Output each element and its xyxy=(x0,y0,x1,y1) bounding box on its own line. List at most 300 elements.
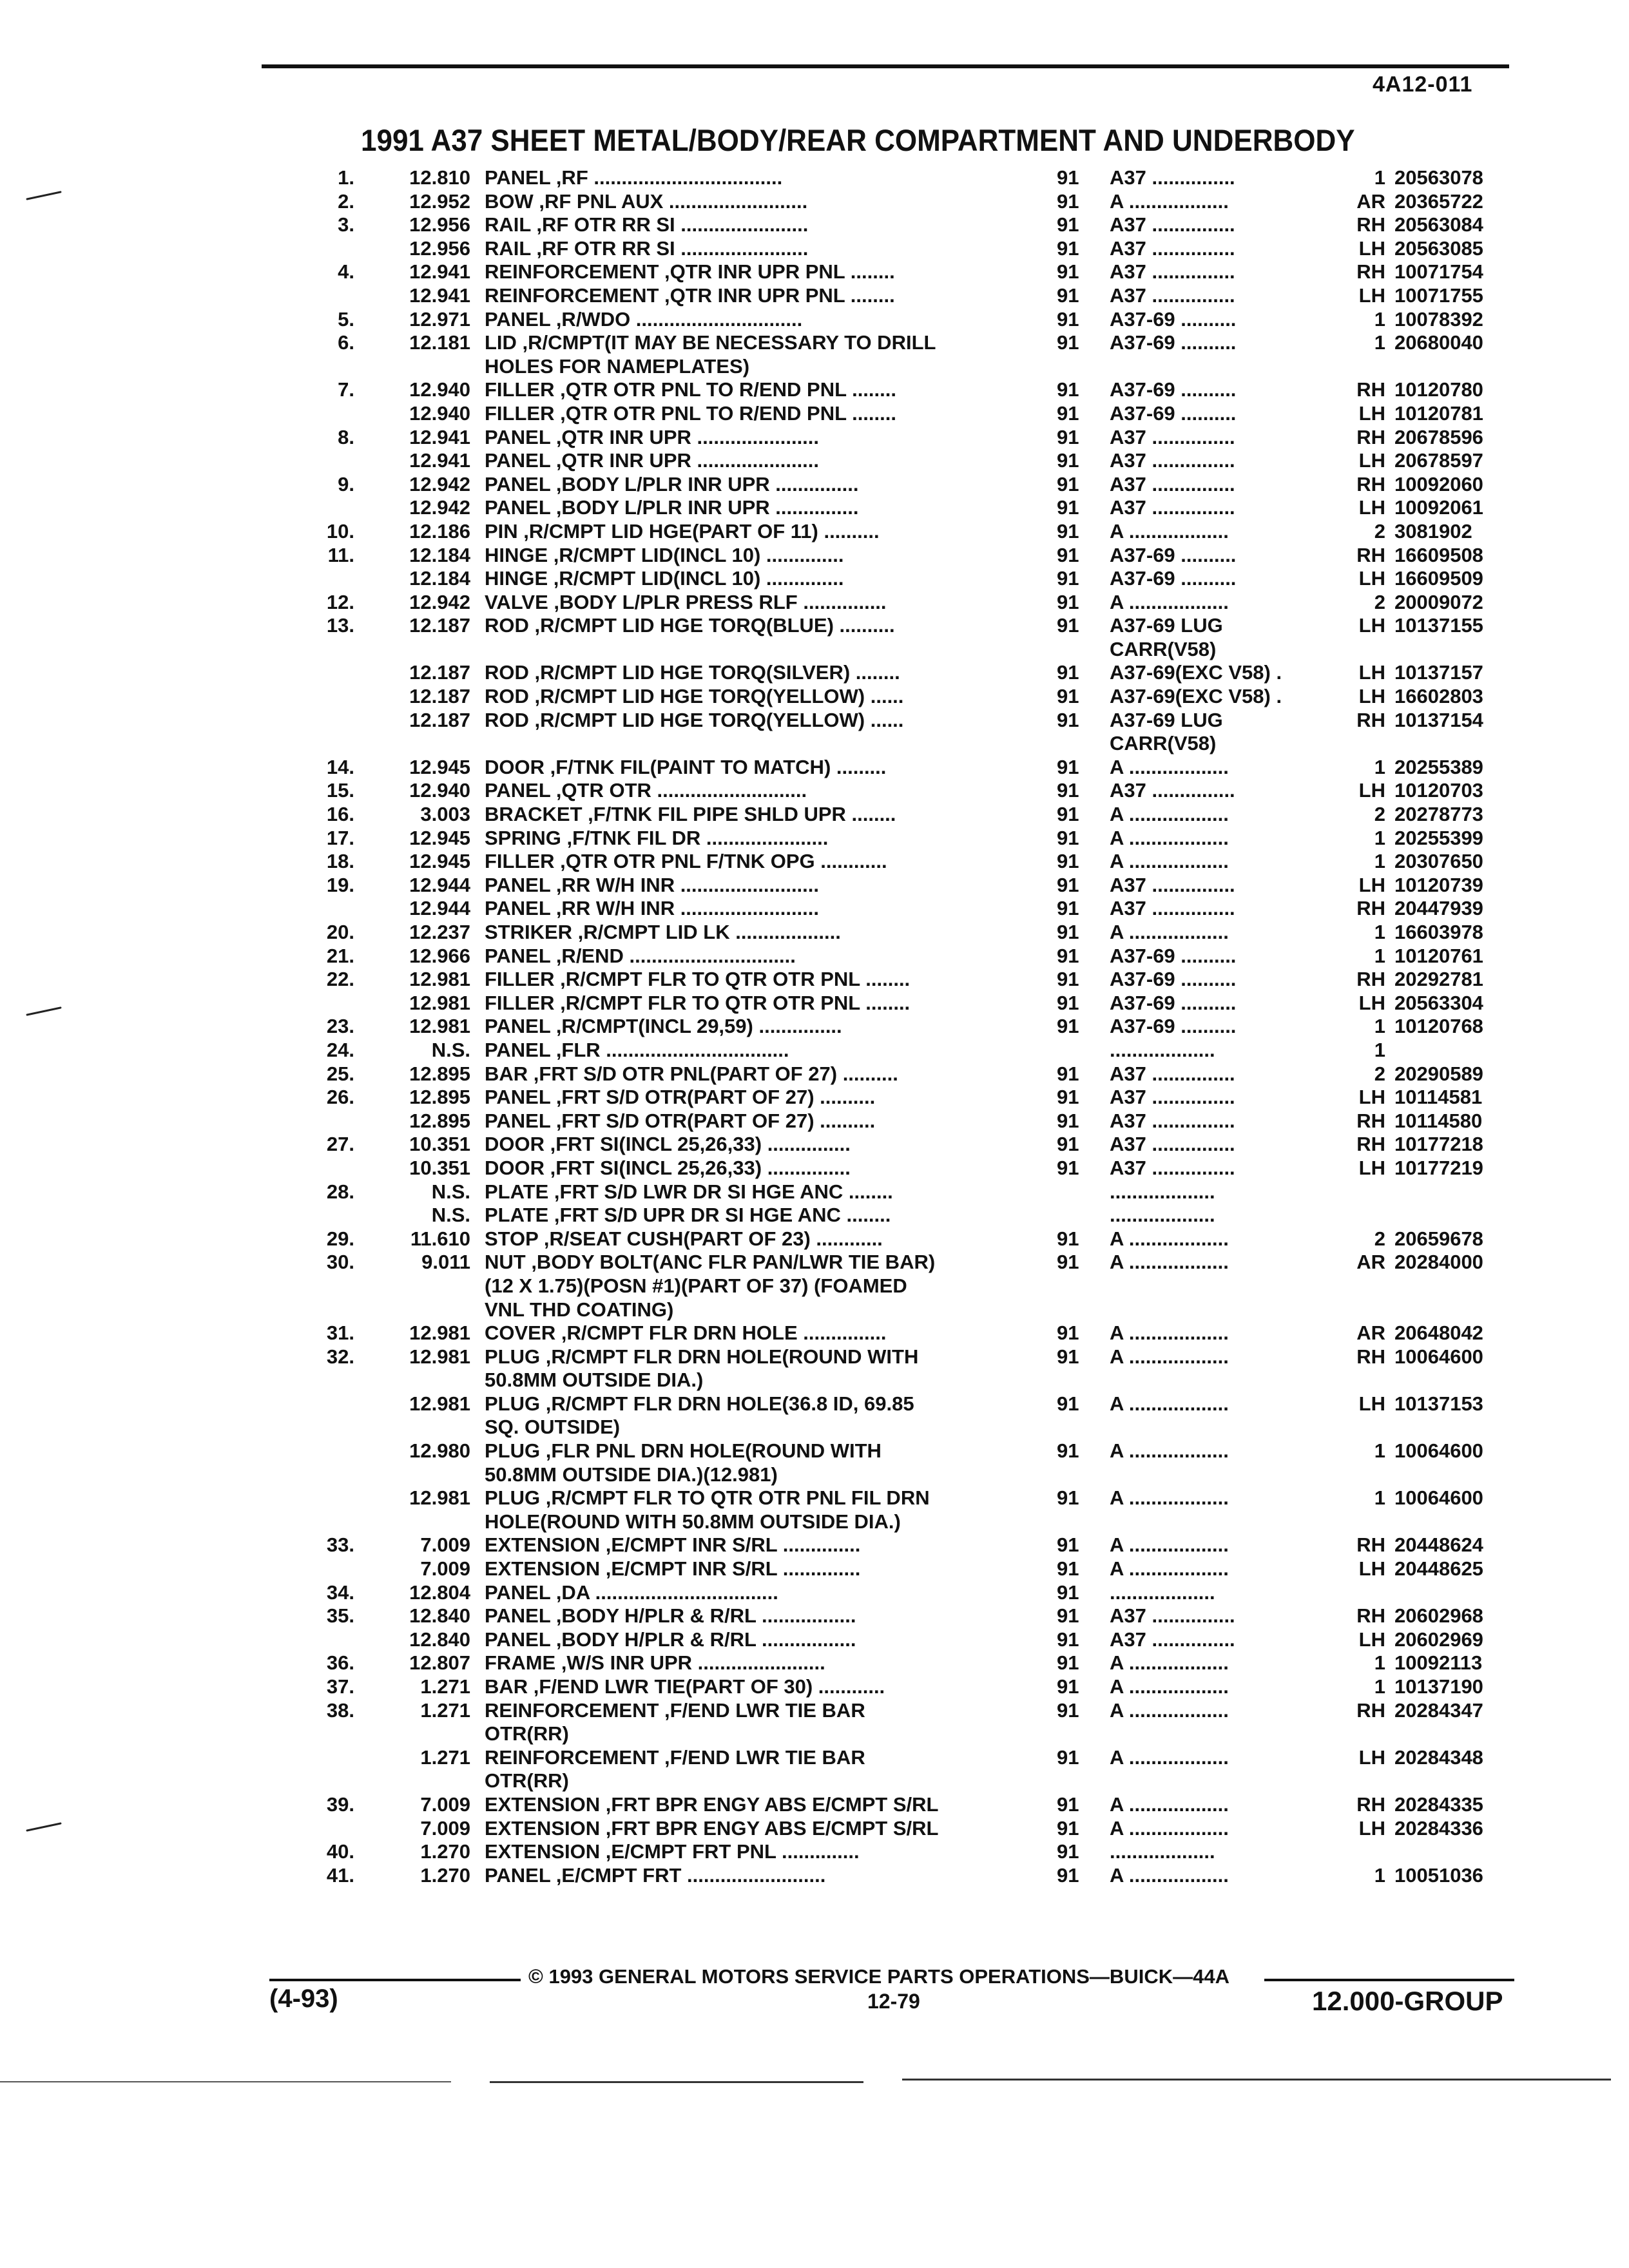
item-number: 38. xyxy=(326,1698,354,1722)
description: DOOR ,FRT SI(INCL 25,26,33) ............... xyxy=(485,1133,851,1156)
table-row xyxy=(0,1604,1629,1628)
scan-line xyxy=(490,2081,863,2083)
model: A37-69 .......... xyxy=(1110,567,1237,590)
part-number: 10120781 xyxy=(1394,401,1483,425)
model: A37 ............... xyxy=(1110,1604,1235,1628)
year: 91 xyxy=(1057,1227,1079,1250)
model: A .................. xyxy=(1110,826,1229,849)
year: 91 xyxy=(1057,567,1079,590)
table-row xyxy=(0,779,1629,803)
description: RAIL ,RF OTR RR SI ....................... xyxy=(485,236,809,260)
model: A .................. xyxy=(1110,755,1229,778)
part-number: 20659678 xyxy=(1394,1227,1483,1250)
table-row xyxy=(0,803,1629,827)
year: 91 xyxy=(1057,543,1079,566)
table-row xyxy=(0,190,1629,214)
model: A37-69 LUG xyxy=(1110,614,1223,637)
model: A37-69(EXC V58) . xyxy=(1110,661,1282,684)
year: 91 xyxy=(1057,850,1079,873)
group-number: 1.271 xyxy=(420,1675,470,1698)
quantity-side: RH xyxy=(1356,897,1385,920)
description: PANEL ,E/CMPT FRT ......................... xyxy=(485,1863,826,1887)
group-number: 12.187 xyxy=(409,614,470,637)
part-number: 10137155 xyxy=(1394,614,1483,637)
item-number: 37. xyxy=(326,1675,354,1698)
model: A37 ............... xyxy=(1110,425,1235,448)
part-number: 10064600 xyxy=(1394,1486,1483,1510)
table-row xyxy=(0,874,1629,898)
part-number: 10092060 xyxy=(1394,472,1483,495)
table-row xyxy=(0,331,1629,355)
table-row xyxy=(0,426,1629,450)
footer-rule-left xyxy=(269,1979,521,1981)
description: PANEL ,RF .................................. xyxy=(485,166,783,189)
description: VALVE ,BODY L/PLR PRESS RLF ............... xyxy=(485,590,887,613)
model: A .................. xyxy=(1110,1557,1229,1581)
group-number: 1.271 xyxy=(420,1745,470,1769)
description: EXTENSION ,FRT BPR ENGY ABS E/CMPT S/RL xyxy=(485,1792,939,1816)
table-row xyxy=(0,449,1629,473)
table-row xyxy=(0,968,1629,992)
group-number: 12.895 xyxy=(409,1062,470,1085)
table-row xyxy=(0,567,1629,591)
model: A37 ............... xyxy=(1110,284,1235,307)
footer-date: (4-93) xyxy=(269,1984,338,2013)
part-number: 16603978 xyxy=(1394,921,1483,943)
description: HOLES FOR NAMEPLATES) xyxy=(485,354,750,378)
model: A .................. xyxy=(1110,1321,1229,1345)
year: 91 xyxy=(1057,661,1079,684)
quantity-side: 1 xyxy=(1374,166,1385,189)
table-row xyxy=(0,1722,1629,1746)
group-number: 12.944 xyxy=(409,873,470,896)
group-number: 12.807 xyxy=(409,1651,470,1675)
model: A37-69 .......... xyxy=(1110,401,1237,425)
year: 91 xyxy=(1057,685,1079,708)
year: 91 xyxy=(1057,921,1079,943)
description: FILLER ,QTR OTR PNL F/TNK OPG ............ xyxy=(485,850,887,873)
table-row xyxy=(0,308,1629,332)
item-number: 5. xyxy=(338,307,354,331)
table-row xyxy=(0,709,1629,733)
group-number: 12.940 xyxy=(409,378,470,401)
part-number: 10092061 xyxy=(1394,496,1483,519)
year: 91 xyxy=(1057,1062,1079,1085)
table-row xyxy=(0,1463,1629,1487)
item-number: 24. xyxy=(326,1038,354,1061)
item-number: 35. xyxy=(326,1604,354,1628)
table-row xyxy=(0,1251,1629,1274)
quantity-side: RH xyxy=(1356,1604,1385,1628)
year: 91 xyxy=(1057,425,1079,448)
model: A .................. xyxy=(1110,1698,1229,1722)
part-number: 10114580 xyxy=(1394,1109,1483,1132)
quantity-side: 1 xyxy=(1374,1486,1385,1510)
table-row xyxy=(0,1793,1629,1817)
footer-rule-right xyxy=(1264,1979,1514,1981)
table-row xyxy=(0,473,1629,497)
quantity-side: RH xyxy=(1356,1109,1385,1132)
part-number: 20255399 xyxy=(1394,826,1483,849)
model: A37-69 .......... xyxy=(1110,1015,1237,1038)
part-number: 20563084 xyxy=(1394,213,1483,236)
model: A .................. xyxy=(1110,1745,1229,1769)
description: PLATE ,FRT S/D UPR DR SI HGE ANC ........ xyxy=(485,1204,891,1227)
group-number: 12.981 xyxy=(409,991,470,1014)
model: A .................. xyxy=(1110,1486,1229,1510)
description: STRIKER ,R/CMPT LID LK ................... xyxy=(485,921,841,943)
part-number: 20307650 xyxy=(1394,850,1483,873)
table-row xyxy=(0,1110,1629,1133)
item-number: 23. xyxy=(326,1015,354,1038)
model: A37 ............... xyxy=(1110,1156,1235,1179)
part-number: 20284348 xyxy=(1394,1745,1483,1769)
description: SQ. OUTSIDE) xyxy=(485,1416,621,1439)
table-row xyxy=(0,685,1629,709)
year: 91 xyxy=(1057,213,1079,236)
item-number: 10. xyxy=(326,519,354,543)
item-number: 25. xyxy=(326,1062,354,1085)
quantity-side: 1 xyxy=(1374,1675,1385,1698)
part-number: 10120780 xyxy=(1394,378,1483,401)
year: 91 xyxy=(1057,1486,1079,1510)
part-number: 20365722 xyxy=(1394,189,1483,213)
group-number: N.S. xyxy=(431,1180,470,1203)
model: ................... xyxy=(1110,1581,1215,1604)
year: 91 xyxy=(1057,378,1079,401)
description: PANEL ,BODY L/PLR INR UPR ............... xyxy=(485,496,859,519)
group-number: 12.941 xyxy=(409,260,470,284)
description: PANEL ,BODY H/PLR & R/RL ................. xyxy=(485,1604,856,1628)
description: PANEL ,R/END .............................. xyxy=(485,944,796,967)
model: A37-69 LUG xyxy=(1110,708,1223,731)
group-number: 12.981 xyxy=(409,1486,470,1510)
table-row xyxy=(0,992,1629,1015)
item-number: 31. xyxy=(326,1321,354,1345)
quantity-side: LH xyxy=(1358,401,1385,425)
table-row xyxy=(0,1769,1629,1793)
item-number: 7. xyxy=(338,378,354,401)
part-number: 10177219 xyxy=(1394,1156,1483,1179)
model: A37 ............... xyxy=(1110,472,1235,495)
model: A37 ............... xyxy=(1110,897,1235,920)
item-number: 21. xyxy=(326,944,354,967)
year: 91 xyxy=(1057,1792,1079,1816)
year: 91 xyxy=(1057,1675,1079,1698)
group-number: 12.945 xyxy=(409,826,470,849)
table-row xyxy=(0,1227,1629,1251)
item-number: 40. xyxy=(326,1840,354,1863)
year: 91 xyxy=(1057,755,1079,778)
table-row xyxy=(0,284,1629,308)
description: EXTENSION ,E/CMPT FRT PNL .............. xyxy=(485,1840,860,1863)
description: FILLER ,QTR OTR PNL TO R/END PNL ........ xyxy=(485,378,896,401)
model: A37-69 .......... xyxy=(1110,944,1237,967)
model: A37-69 .......... xyxy=(1110,331,1237,354)
part-number: 20255389 xyxy=(1394,755,1483,778)
group-number: 12.186 xyxy=(409,519,470,543)
item-number: 41. xyxy=(326,1863,354,1887)
description: 50.8MM OUTSIDE DIA.)(12.981) xyxy=(485,1463,778,1486)
part-number: 10078392 xyxy=(1394,307,1483,331)
description: PANEL ,R/WDO .............................. xyxy=(485,307,803,331)
part-number: 20447939 xyxy=(1394,897,1483,920)
description: STOP ,R/SEAT CUSH(PART OF 23) ............ xyxy=(485,1227,883,1250)
quantity-side: RH xyxy=(1356,213,1385,236)
item-number: 19. xyxy=(326,873,354,896)
item-number: 1. xyxy=(338,166,354,189)
table-row xyxy=(0,827,1629,850)
part-number: 20678596 xyxy=(1394,425,1483,448)
quantity-side: AR xyxy=(1356,1321,1385,1345)
model: A .................. xyxy=(1110,1675,1229,1698)
model: A37-69 .......... xyxy=(1110,378,1237,401)
description: REINFORCEMENT ,F/END LWR TIE BAR xyxy=(485,1698,865,1722)
model: A .................. xyxy=(1110,1816,1229,1840)
table-row xyxy=(0,945,1629,968)
description: BOW ,RF PNL AUX ......................... xyxy=(485,189,808,213)
group-number: 12.181 xyxy=(409,331,470,354)
description: PLUG ,R/CMPT FLR TO QTR OTR PNL FIL DRN xyxy=(485,1486,930,1510)
part-number: 20009072 xyxy=(1394,590,1483,613)
model: A .................. xyxy=(1110,1392,1229,1415)
group-number: N.S. xyxy=(431,1038,470,1061)
table-row xyxy=(0,1321,1629,1345)
table-row xyxy=(0,1651,1629,1675)
group-number: 12.945 xyxy=(409,755,470,778)
quantity-side: 1 xyxy=(1374,755,1385,778)
quantity-side: LH xyxy=(1358,873,1385,896)
description: FILLER ,QTR OTR PNL TO R/END PNL ........ xyxy=(485,401,896,425)
group-number: 11.610 xyxy=(410,1227,470,1250)
model: A37 ............... xyxy=(1110,260,1235,284)
quantity-side: 1 xyxy=(1374,850,1385,873)
part-number: 3081902 xyxy=(1394,519,1472,543)
group-number: 12.966 xyxy=(409,944,470,967)
group-number: 12.981 xyxy=(409,1345,470,1368)
year: 91 xyxy=(1057,236,1079,260)
item-number: 12. xyxy=(326,590,354,613)
year: 91 xyxy=(1057,897,1079,920)
description: FILLER ,R/CMPT FLR TO QTR OTR PNL ........ xyxy=(485,991,911,1014)
model: A .................. xyxy=(1110,850,1229,873)
quantity-side: LH xyxy=(1358,567,1385,590)
header-rule xyxy=(262,64,1509,68)
table-row xyxy=(0,378,1629,402)
quantity-side: RH xyxy=(1356,378,1385,401)
description: VNL THD COATING) xyxy=(485,1298,674,1321)
group-number: 12.804 xyxy=(409,1581,470,1604)
table-row xyxy=(0,1298,1629,1322)
description: PANEL ,FRT S/D OTR(PART OF 27) .......... xyxy=(485,1086,876,1109)
description: PLUG ,FLR PNL DRN HOLE(ROUND WITH xyxy=(485,1439,882,1463)
year: 91 xyxy=(1057,472,1079,495)
quantity-side: 1 xyxy=(1374,1863,1385,1887)
group-number: 12.942 xyxy=(409,472,470,495)
description: BRACKET ,F/TNK FIL PIPE SHLD UPR ........ xyxy=(485,803,896,826)
part-number: 10137157 xyxy=(1394,661,1483,684)
quantity-side: RH xyxy=(1356,708,1385,731)
item-number: 26. xyxy=(326,1086,354,1109)
quantity-side: RH xyxy=(1356,543,1385,566)
quantity-side: 2 xyxy=(1374,1062,1385,1085)
part-number: 10177218 xyxy=(1394,1133,1483,1156)
table-row xyxy=(0,1133,1629,1157)
table-row xyxy=(0,1675,1629,1699)
quantity-side: LH xyxy=(1358,449,1385,472)
group-number: 12.971 xyxy=(409,307,470,331)
table-row xyxy=(0,1699,1629,1723)
description: PANEL ,R/CMPT(INCL 29,59) ............... xyxy=(485,1015,842,1038)
item-number: 2. xyxy=(338,189,354,213)
item-number: 36. xyxy=(326,1651,354,1675)
group-number: 10.351 xyxy=(409,1133,470,1156)
part-number: 10120739 xyxy=(1394,873,1483,896)
item-number: 17. xyxy=(326,826,354,849)
item-number: 29. xyxy=(326,1227,354,1250)
table-row xyxy=(0,1817,1629,1841)
quantity-side: LH xyxy=(1358,284,1385,307)
item-number: 4. xyxy=(338,260,354,284)
quantity-side: 1 xyxy=(1374,1439,1385,1463)
page-title: 1991 A37 SHEET METAL/BODY/REAR COMPARTMENT AND UNDERBODY xyxy=(361,124,1355,158)
quantity-side: 1 xyxy=(1374,1015,1385,1038)
parts-table xyxy=(0,166,1629,1887)
description: NUT ,BODY BOLT(ANC FLR PAN/LWR TIE BAR) xyxy=(485,1251,936,1274)
group-number: 7.009 xyxy=(420,1533,470,1557)
year: 91 xyxy=(1057,166,1079,189)
table-row xyxy=(0,638,1629,662)
description: PANEL ,RR W/H INR ......................... xyxy=(485,873,820,896)
part-number: 20448625 xyxy=(1394,1557,1483,1581)
quantity-side: 2 xyxy=(1374,519,1385,543)
group-number: 12.184 xyxy=(409,567,470,590)
item-number: 6. xyxy=(338,331,354,354)
part-number: 20278773 xyxy=(1394,803,1483,826)
table-row xyxy=(0,1204,1629,1227)
table-row xyxy=(0,1864,1629,1888)
model: A .................. xyxy=(1110,803,1229,826)
year: 91 xyxy=(1057,519,1079,543)
part-number: 10137153 xyxy=(1394,1392,1483,1415)
year: 91 xyxy=(1057,826,1079,849)
description: DOOR ,F/TNK FIL(PAINT TO MATCH) ......... xyxy=(485,755,887,778)
year: 91 xyxy=(1057,1015,1079,1038)
table-row xyxy=(0,1180,1629,1204)
page-code: 4A12-011 xyxy=(1373,72,1473,97)
group-number: 12.840 xyxy=(409,1628,470,1651)
part-number: 20284335 xyxy=(1394,1792,1483,1816)
scan-line xyxy=(902,2079,1611,2081)
item-number: 34. xyxy=(326,1581,354,1604)
description: REINFORCEMENT ,QTR INR UPR PNL ........ xyxy=(485,284,895,307)
description: PLUG ,R/CMPT FLR DRN HOLE(36.8 ID, 69.85 xyxy=(485,1392,914,1415)
part-number: 10114581 xyxy=(1394,1086,1483,1109)
model: A37 ............... xyxy=(1110,213,1235,236)
quantity-side: LH xyxy=(1358,1628,1385,1651)
quantity-side: RH xyxy=(1356,260,1385,284)
year: 91 xyxy=(1057,1557,1079,1581)
quantity-side: LH xyxy=(1358,1745,1385,1769)
item-number: 22. xyxy=(326,968,354,991)
footer-group: 12.000-GROUP xyxy=(1312,1986,1503,2016)
model: A37 ............... xyxy=(1110,496,1235,519)
description: PANEL ,BODY H/PLR & R/RL ................. xyxy=(485,1628,856,1651)
group-number: 12.942 xyxy=(409,496,470,519)
table-row xyxy=(0,166,1629,190)
model: A37 ............... xyxy=(1110,873,1235,896)
description: PANEL ,FLR ................................. xyxy=(485,1038,789,1061)
item-number: 14. xyxy=(326,755,354,778)
model: A .................. xyxy=(1110,1792,1229,1816)
quantity-side: 2 xyxy=(1374,1227,1385,1250)
description: EXTENSION ,E/CMPT INR S/RL .............. xyxy=(485,1533,861,1557)
description: PLUG ,R/CMPT FLR DRN HOLE(ROUND WITH xyxy=(485,1345,919,1368)
table-row xyxy=(0,1581,1629,1605)
year: 91 xyxy=(1057,1133,1079,1156)
part-number: 10071755 xyxy=(1394,284,1483,307)
table-row xyxy=(0,1086,1629,1110)
part-number: 10137154 xyxy=(1394,708,1483,731)
group-number: 12.941 xyxy=(409,425,470,448)
model: ................... xyxy=(1110,1204,1215,1227)
footer-page-number: 12-79 xyxy=(867,1990,920,2013)
part-number: 10137190 xyxy=(1394,1675,1483,1698)
description: ROD ,R/CMPT LID HGE TORQ(YELLOW) ...... xyxy=(485,708,904,731)
year: 91 xyxy=(1057,873,1079,896)
table-row xyxy=(0,614,1629,638)
quantity-side: LH xyxy=(1358,1392,1385,1415)
part-number: 20563304 xyxy=(1394,991,1483,1014)
table-row xyxy=(0,591,1629,615)
table-row xyxy=(0,1416,1629,1439)
table-row xyxy=(0,1157,1629,1180)
group-number: 12.981 xyxy=(409,1015,470,1038)
year: 91 xyxy=(1057,803,1079,826)
model: A .................. xyxy=(1110,519,1229,543)
year: 91 xyxy=(1057,1109,1079,1132)
part-number: 20602969 xyxy=(1394,1628,1483,1651)
year: 91 xyxy=(1057,1604,1079,1628)
quantity-side: RH xyxy=(1356,425,1385,448)
model: A37-69(EXC V58) . xyxy=(1110,685,1282,708)
description: PLATE ,FRT S/D LWR DR SI HGE ANC ........ xyxy=(485,1180,893,1203)
table-row xyxy=(0,402,1629,426)
quantity-side: LH xyxy=(1358,1557,1385,1581)
group-number: 12.187 xyxy=(409,685,470,708)
description: PIN ,R/CMPT LID HGE(PART OF 11) .......... xyxy=(485,519,880,543)
table-row xyxy=(0,213,1629,237)
group-number: 12.981 xyxy=(409,1392,470,1415)
year: 91 xyxy=(1057,1439,1079,1463)
part-number: 10092113 xyxy=(1394,1651,1483,1675)
model: A .................. xyxy=(1110,1533,1229,1557)
quantity-side: LH xyxy=(1358,496,1385,519)
item-number: 30. xyxy=(326,1251,354,1274)
quantity-side: LH xyxy=(1358,1816,1385,1840)
group-number: 12.952 xyxy=(409,189,470,213)
part-number: 20602968 xyxy=(1394,1604,1483,1628)
year: 91 xyxy=(1057,1651,1079,1675)
year: 91 xyxy=(1057,1533,1079,1557)
group-number: 12.895 xyxy=(409,1109,470,1132)
part-number: 20290589 xyxy=(1394,1062,1483,1085)
quantity-side: RH xyxy=(1356,472,1385,495)
table-row xyxy=(0,1439,1629,1463)
description: ROD ,R/CMPT LID HGE TORQ(BLUE) .......... xyxy=(485,614,895,637)
item-number: 28. xyxy=(326,1180,354,1203)
item-number: 27. xyxy=(326,1133,354,1156)
